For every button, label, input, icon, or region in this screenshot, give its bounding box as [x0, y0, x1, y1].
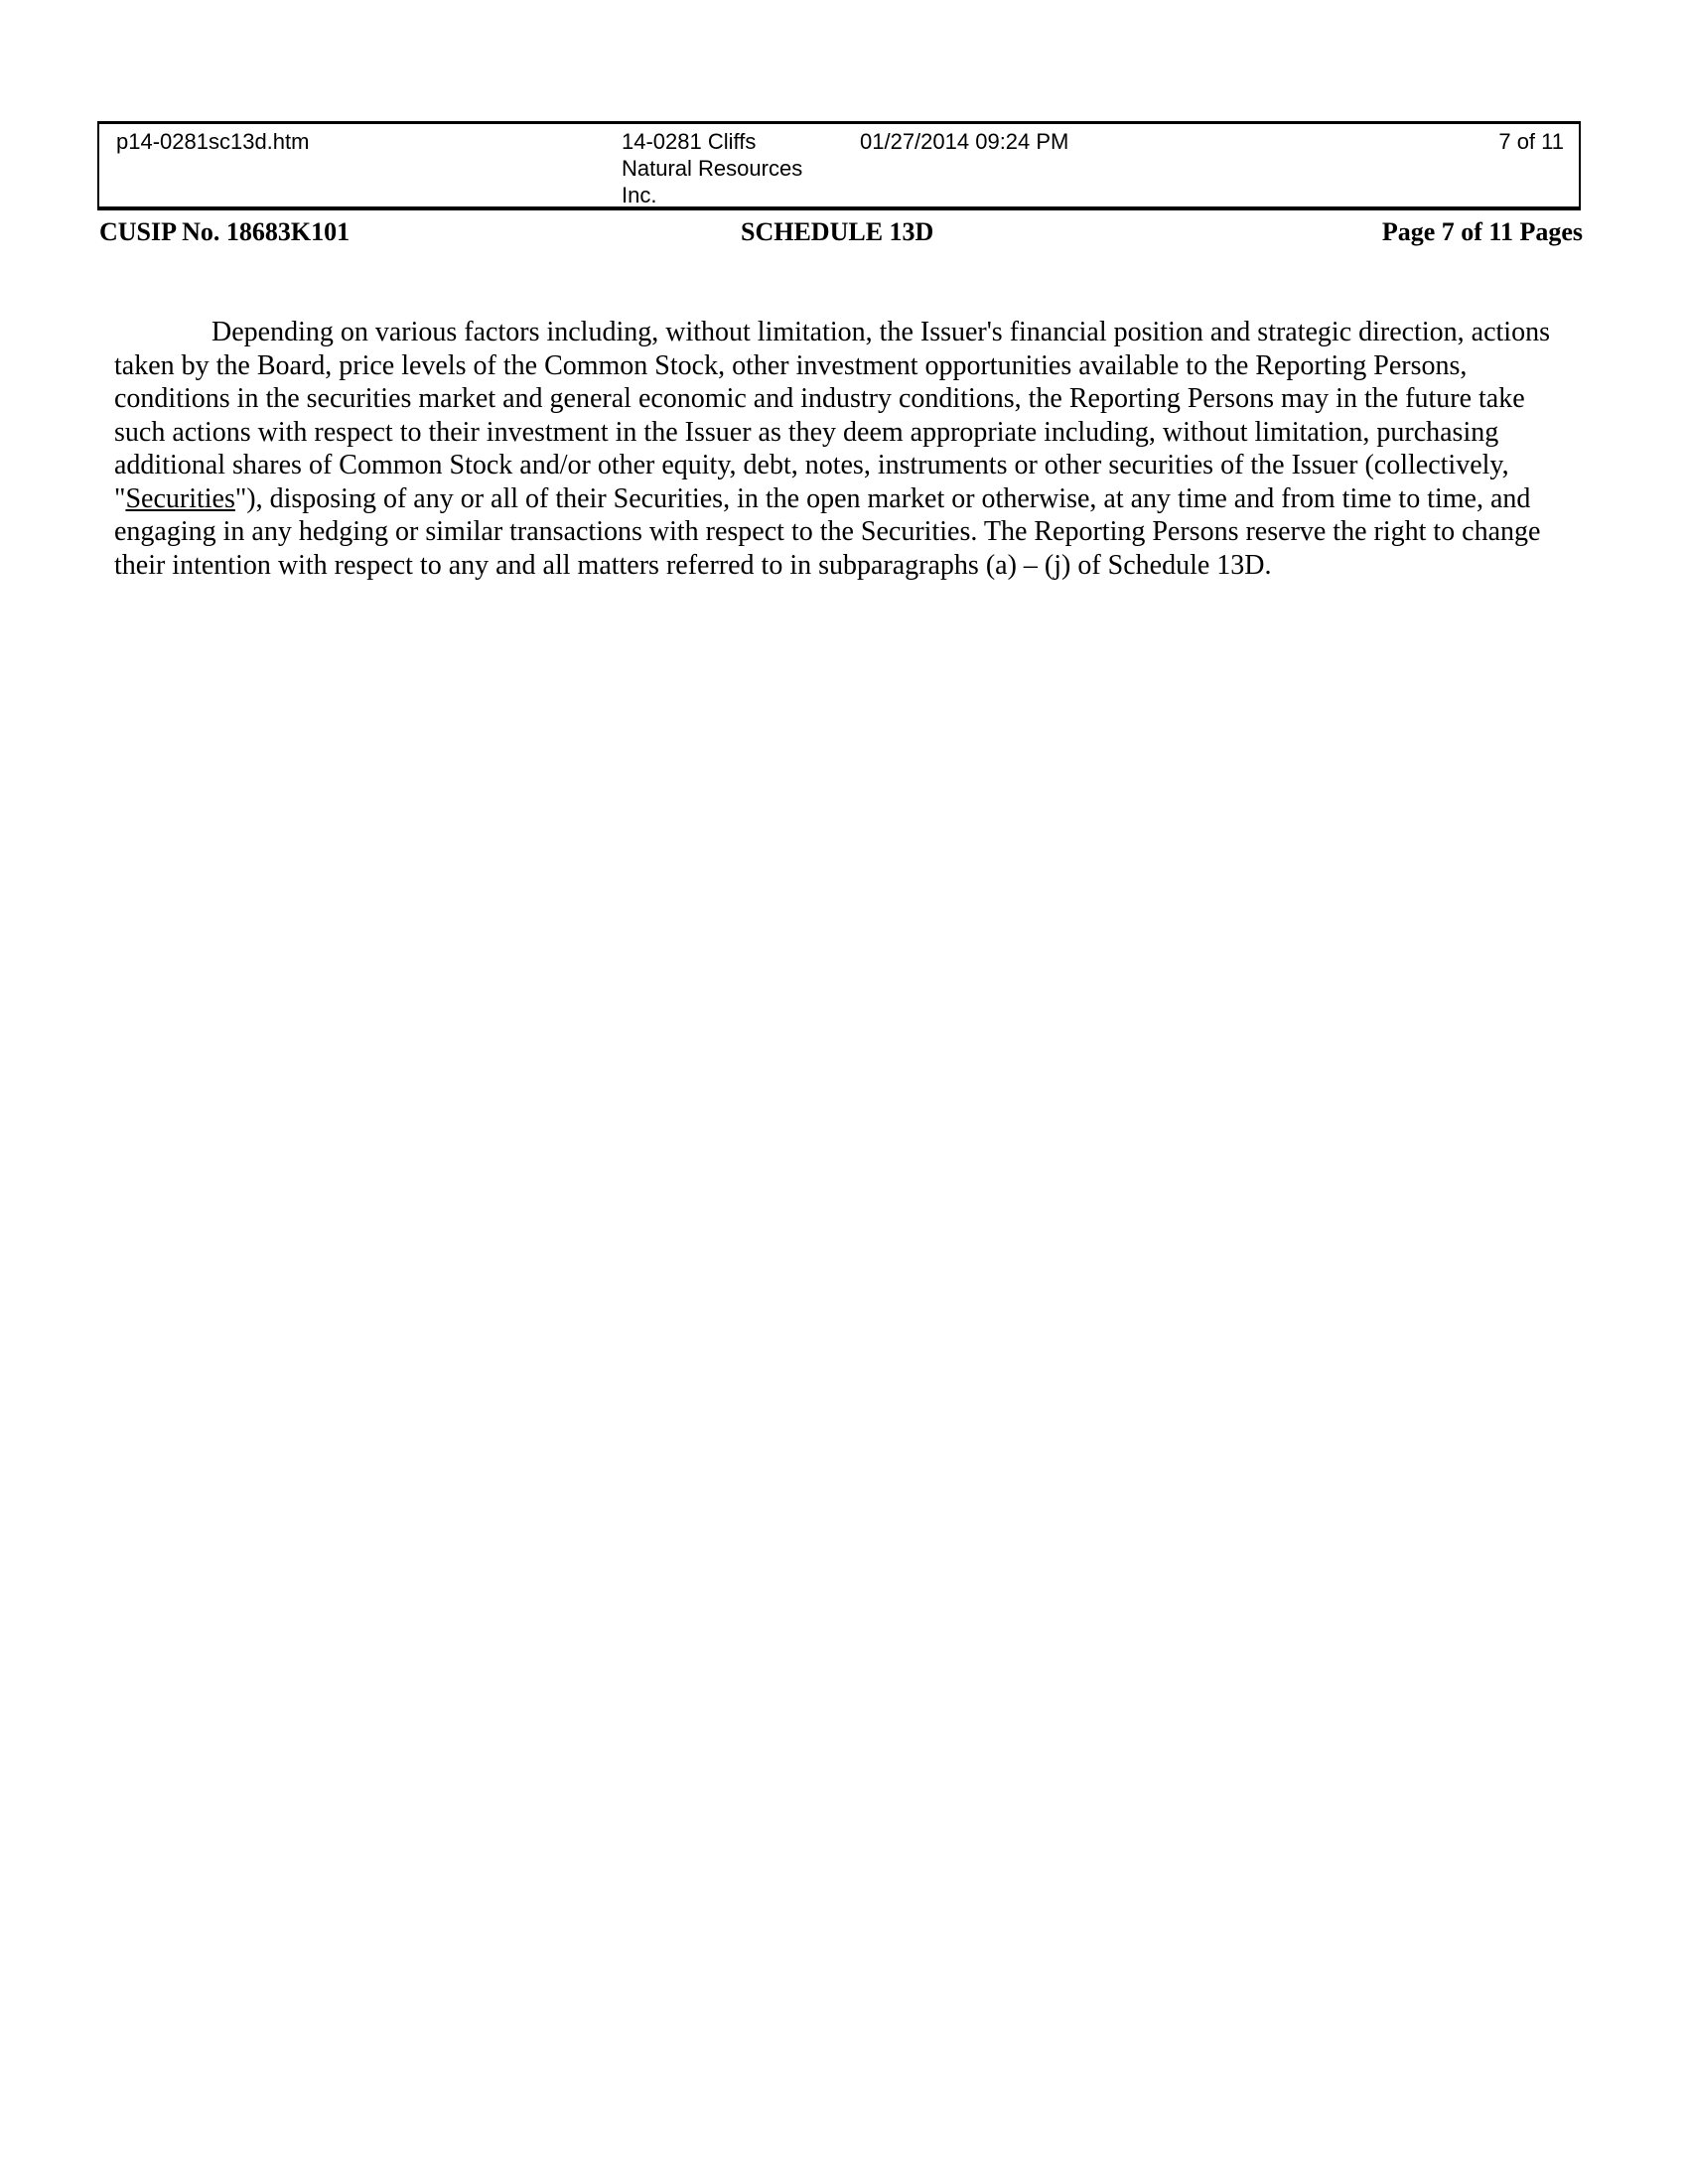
paragraph-text-after: "), disposing of any or all of their Securities, in the open market or otherwise, at any time and from time to time, and engaging in any hedging or similar transactions with respect to the Securities. The Reporting Persons reserve the right to change their intention with respect to any and all matters referred to in subparagraphs (a) – (j) of Schedule 13D. — [114, 482, 1541, 581]
job-line-1: 14-0281 Cliffs — [622, 129, 757, 154]
filing-header-box — [97, 121, 1581, 210]
page-number: Page 7 of 11 Pages — [1381, 217, 1583, 246]
filing-timestamp: 01/27/2014 09:24 PM — [860, 129, 1069, 154]
file-name: p14-0281sc13d.htm — [116, 129, 310, 154]
body-paragraph — [114, 316, 1579, 582]
schedule-title: SCHEDULE 13D — [741, 217, 934, 246]
defined-term-securities: Securities — [125, 482, 235, 514]
paragraph-text-before: Depending on various factors including, without limitation, the Issuer's financial position and strategic direction, actions taken by the Board, price levels of the Common Stock, other investment opportunities available to the Reporting Persons, conditions in the securities market and general economic and industry conditions, the Reporting Persons may in the future take such actions with respect to their investment in the Issuer as they deem appropriate including, without limitation, purchasing additional shares of Common Stock and/or other equity, debt, notes, instruments or other securities of the Issuer (collectively, " — [114, 317, 1550, 514]
job-description — [622, 128, 850, 208]
job-line-2: Natural Resources — [622, 156, 803, 181]
job-line-3: Inc. — [622, 183, 657, 207]
filing-page-count: 7 of 11 — [1498, 129, 1564, 154]
cusip-number: CUSIP No. 18683K101 — [99, 217, 351, 246]
